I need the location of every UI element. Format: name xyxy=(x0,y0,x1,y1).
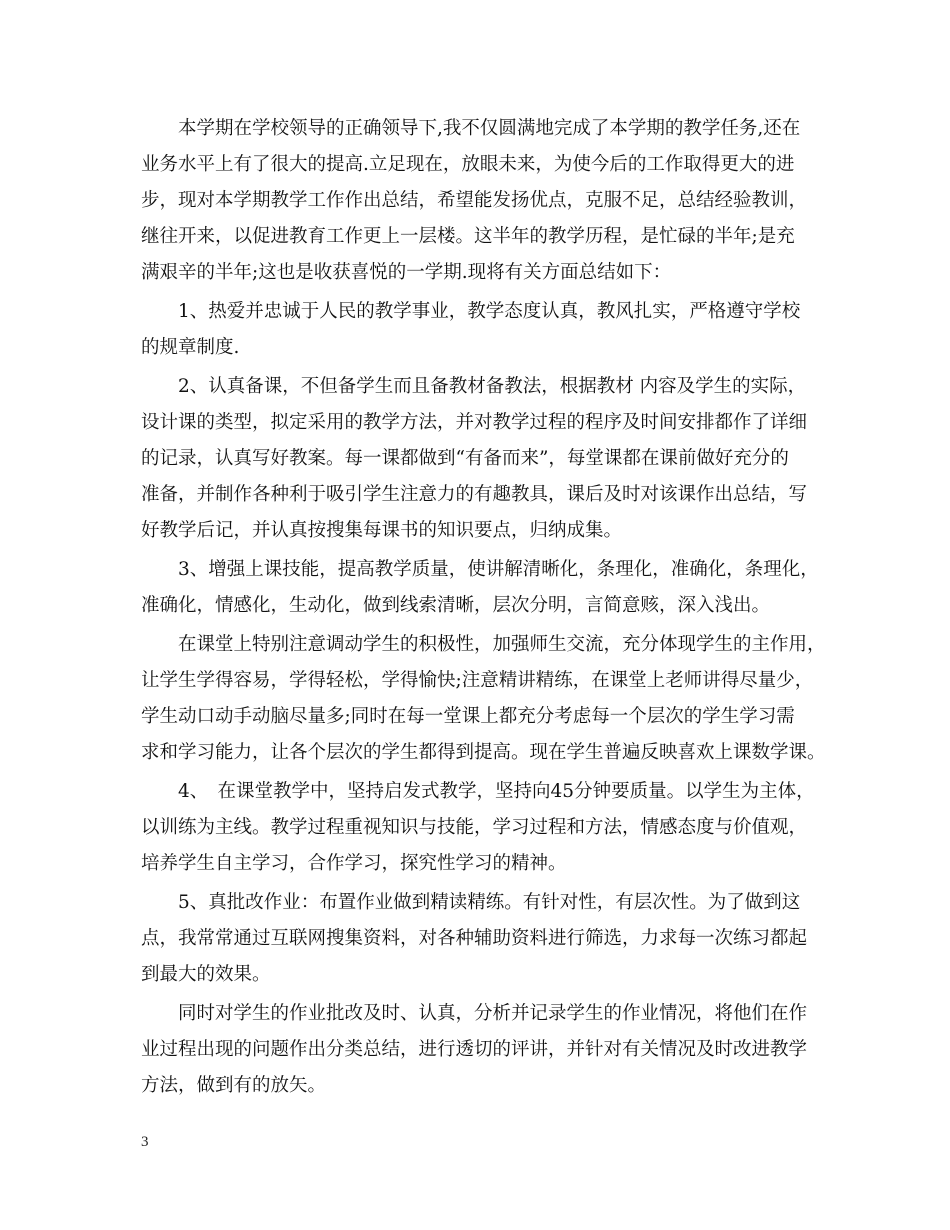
text-line: 3、增强上课技能，提高教学质量，使讲解清晰化，条理化，准确化，条理化， xyxy=(141,559,819,580)
text-line: 好教学后记，并认真按搜集每课书的知识要点，归纳成集。 xyxy=(141,520,623,541)
page-number: 3 xyxy=(141,1134,149,1150)
text-line: 继往开来，以促进教育工作更上一层楼。这半年的教学历程，是忙碌的半年;是充 xyxy=(141,226,795,247)
text-line: 本学期在学校领导的正确领导下,我不仅圆满地完成了本学期的教学任务,还在 xyxy=(141,118,801,139)
text-line: 5、真批改作业：布置作业做到精读精练。有针对性，有层次性。为了做到这 xyxy=(141,892,801,913)
text-line: 4、 在课堂教学中，坚持启发式教学，坚持向45分钟要质量。以学生为主体， xyxy=(141,781,815,802)
text-line: 到最大的效果。 xyxy=(141,964,271,985)
text-line: 方法，做到有的放矢。 xyxy=(141,1075,327,1096)
text-line: 同时对学生的作业批改及时、认真，分析并记录学生的作业情况，将他们在作 xyxy=(141,1003,808,1024)
text-line: 准确化，情感化，生动化，做到线索清晰，层次分明，言简意赅，深入浅出。 xyxy=(141,595,771,616)
text-line: 满艰辛的半年;这也是收获喜悦的一学期.现将有关方面总结如下： xyxy=(141,262,672,283)
text-line: 让学生学得容易，学得轻松，学得愉快;注意精讲精练，在课堂上老师讲得尽量少， xyxy=(141,670,814,691)
text-line: 培养学生自主学习，合作学习，探究性学习的精神。 xyxy=(141,853,567,874)
text-line: 的规章制度. xyxy=(141,337,240,358)
text-line: 以训练为主线。教学过程重视知识与技能，学习过程和方法，情感态度与价值观， xyxy=(141,817,808,838)
text-line: 点，我常常通过互联网搜集资料，对各种辅助资料进行筛选，力求每一次练习都起 xyxy=(141,928,808,949)
text-line: 1、热爱并忠诚于人民的教学事业，教学态度认真，教风扎实，严格遵守学校 xyxy=(141,301,801,322)
text-line: 在课堂上特别注意调动学生的积极性，加强师生交流，充分体现学生的主作用， xyxy=(141,634,826,655)
text-line: 设计课的类型，拟定采用的教学方法，并对教学过程的程序及时间安排都作了详细 xyxy=(141,412,808,433)
text-line: 准备，并制作各种利于吸引学生注意力的有趣教具，课后及时对该课作出总结，写 xyxy=(141,484,808,505)
text-line: 求和学习能力，让各个层次的学生都得到提高。现在学生普遍反映喜欢上课数学课。 xyxy=(141,742,826,763)
text-line: 的记录，认真写好教案。每一课都做到“有备而来”，每堂课都在课前做好充分的 xyxy=(141,448,789,469)
text-line: 业过程出现的问题作出分类总结，进行透切的评讲，并针对有关情况及时改进教学 xyxy=(141,1039,808,1060)
text-line: 学生动口动手动脑尽量多;同时在每一堂课上都充分考虑每一个层次的学生学习需 xyxy=(141,706,795,727)
text-line: 步，现对本学期教学工作作出总结，希望能发扬优点，克服不足，总结经验教训， xyxy=(141,190,808,211)
text-line: 2、认真备课，不但备学生而且备教材备教法，根据教材 内容及学生的实际， xyxy=(141,376,807,397)
text-line: 业务水平上有了很大的提高.立足现在，放眼未来，为使今后的工作取得更大的进 xyxy=(141,154,795,175)
